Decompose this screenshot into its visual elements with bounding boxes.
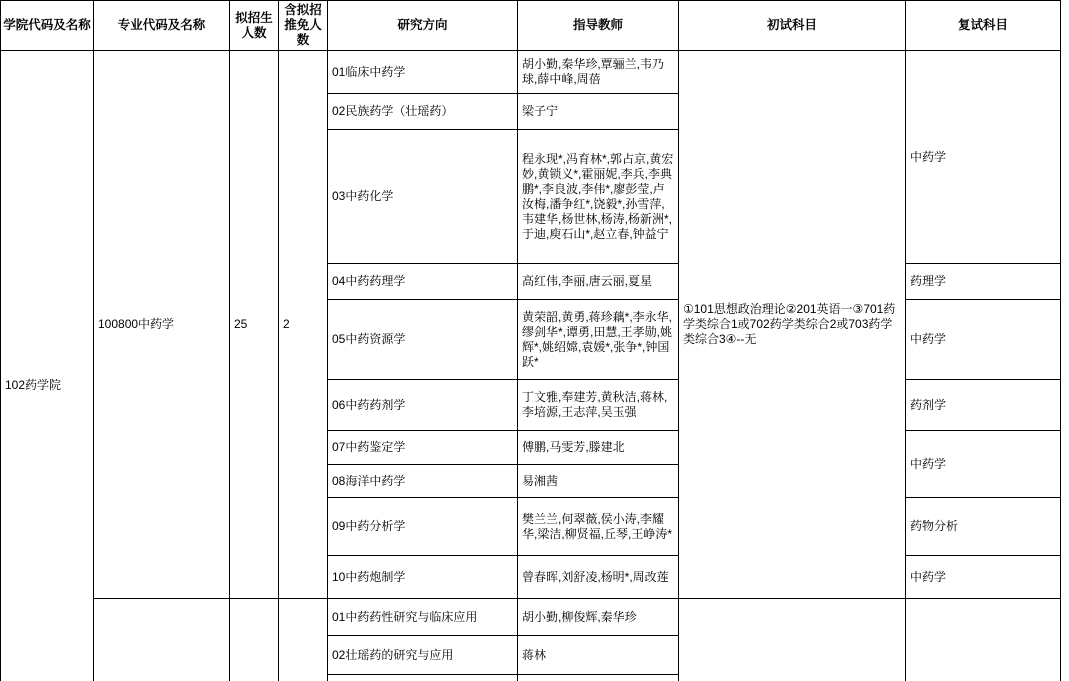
retest-cell: 中药学 bbox=[906, 300, 1061, 380]
direction-cell: 01临床中药学 bbox=[328, 51, 518, 94]
table-row bbox=[1, 599, 1061, 636]
direction-cell: 06中药药剂学 bbox=[328, 380, 518, 431]
teachers-cell: 易湘茜 bbox=[518, 465, 679, 498]
teachers-cell: 丁文雅,奉建芳,黄秋洁,蒋林,李培源,王志萍,吴玉强 bbox=[518, 380, 679, 431]
header-row bbox=[1, 1, 1061, 51]
table-row bbox=[1, 51, 1061, 94]
planned-count-cell: 25 bbox=[230, 51, 279, 599]
direction-cell: 01中药药性研究与临床应用 bbox=[328, 599, 518, 636]
header-planned-enrollment: 拟招生人数 bbox=[230, 1, 279, 51]
retest-cell: 药理学 bbox=[906, 264, 1061, 300]
direction-cell bbox=[328, 675, 518, 681]
teachers-cell: 胡小勤,秦华珍,覃骊兰,韦乃球,薛中峰,周蓓 bbox=[518, 51, 679, 94]
retest-cell bbox=[906, 599, 1061, 681]
header-college-code-name: 学院代码及名称 bbox=[1, 1, 94, 51]
direction-cell: 02民族药学（壮瑶药） bbox=[328, 94, 518, 130]
exempt-count-cell bbox=[279, 599, 328, 681]
planned-count-cell bbox=[230, 599, 279, 681]
direction-cell: 10中药炮制学 bbox=[328, 556, 518, 599]
header-initial-exam: 初试科目 bbox=[679, 1, 906, 51]
header-retest-subject: 复试科目 bbox=[906, 1, 1061, 51]
major-cell bbox=[94, 599, 230, 681]
direction-cell: 07中药鉴定学 bbox=[328, 431, 518, 465]
teachers-cell bbox=[518, 675, 679, 681]
teachers-cell: 程永现*,冯育林*,郭占京,黄宏妙,黄锁义*,霍丽妮,李兵,李典鹏*,李良波,李伟*,廖彭莹,卢汝梅,潘争红*,饶毅*,孙雪萍,韦建华,杨世林,杨涛,杨新洲*,于迪,庾石山*,赵立春,钟益宁 bbox=[518, 130, 679, 264]
retest-cell: 药物分析 bbox=[906, 498, 1061, 556]
direction-cell: 03中药化学 bbox=[328, 130, 518, 264]
teachers-cell: 黄荣韶,黄勇,蒋珍藕*,李永华,缪剑华*,谭勇,田慧,王孝勋,姚辉*,姚绍嫦,袁媛*,张争*,钟国跃* bbox=[518, 300, 679, 380]
exempt-count-cell: 2 bbox=[279, 51, 328, 599]
header-major-code-name: 专业代码及名称 bbox=[94, 1, 230, 51]
retest-cell: 药剂学 bbox=[906, 380, 1061, 431]
direction-cell: 02壮瑶药的研究与应用 bbox=[328, 636, 518, 675]
teachers-cell: 胡小勤,柳俊辉,秦华珍 bbox=[518, 599, 679, 636]
direction-cell: 04中药药理学 bbox=[328, 264, 518, 300]
teachers-cell: 傅鹏,马雯芳,滕建北 bbox=[518, 431, 679, 465]
college-cell: 102药学院 bbox=[1, 51, 94, 681]
initial-exam-cell bbox=[679, 599, 906, 681]
direction-cell: 05中药资源学 bbox=[328, 300, 518, 380]
retest-cell: 中药学 bbox=[906, 51, 1061, 264]
teachers-cell: 梁子宁 bbox=[518, 94, 679, 130]
retest-cell: 中药学 bbox=[906, 431, 1061, 498]
header-advisors: 指导教师 bbox=[518, 1, 679, 51]
direction-cell: 08海洋中药学 bbox=[328, 465, 518, 498]
teachers-cell: 蒋林 bbox=[518, 636, 679, 675]
major-cell: 100800中药学 bbox=[94, 51, 230, 599]
initial-exam-cell: ①101思想政治理论②201英语一③701药学类综合1或702药学类综合2或703药学类综合3④--无 bbox=[679, 51, 906, 599]
header-research-direction: 研究方向 bbox=[328, 1, 518, 51]
header-exempt-quota: 含拟招推免人数 bbox=[279, 1, 328, 51]
retest-cell: 中药学 bbox=[906, 556, 1061, 599]
teachers-cell: 曾春晖,刘舒凌,杨明*,周改莲 bbox=[518, 556, 679, 599]
teachers-cell: 樊兰兰,何翠薇,侯小涛,李耀华,梁洁,柳贤福,丘琴,王峥涛* bbox=[518, 498, 679, 556]
teachers-cell: 高红伟,李丽,唐云丽,夏星 bbox=[518, 264, 679, 300]
direction-cell: 09中药分析学 bbox=[328, 498, 518, 556]
